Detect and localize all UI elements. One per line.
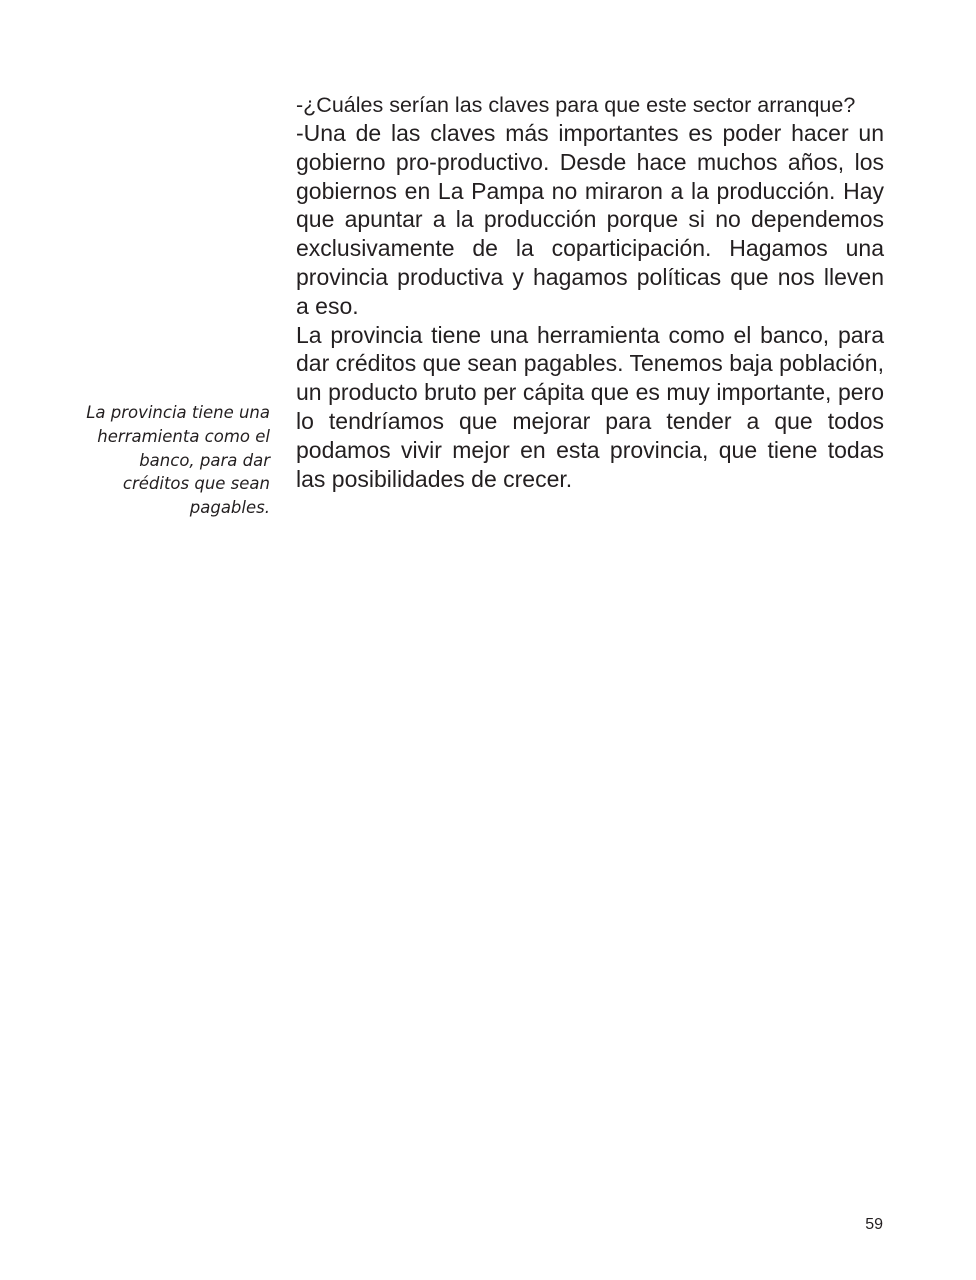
answer-paragraph-2: La provincia tiene una herramienta como el banco, para dar créditos que sean pagables. Tenemos baja población, un producto bruto per cápita que es muy importante, pero lo tendríamos que mejorar para tender a que todos podamos vivir mejor en esta provincia, que tiene todas las posibilidades de crecer.: [296, 321, 884, 492]
pull-quote: La provincia tiene una herramienta como el banco, para dar créditos que sean pagables.: [86, 403, 270, 518]
article-body: [296, 92, 884, 493]
page-number: 59: [865, 1216, 883, 1233]
interview-question: -¿Cuáles serían las claves para que este sector arranque?: [296, 93, 856, 117]
answer-paragraph-1: -Una de las claves más importantes es poder hacer un gobierno pro-productivo. Desde hace muchos años, los gobiernos en La Pampa no miraron a la producción. Hay que apuntar a la producción porque si no dependemos exclusivamente de la coparticipación. Hagamos una provincia productiva y hagamos políticas que nos lleven a eso.: [296, 120, 884, 319]
